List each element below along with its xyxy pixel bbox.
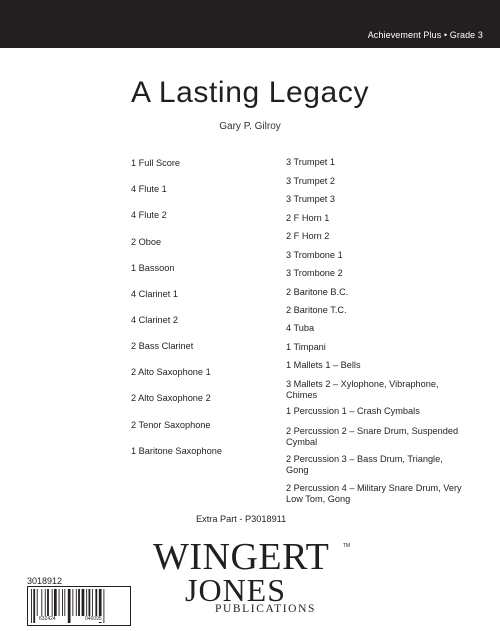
part-item: 3 Mallets 2 – Xylophone, Vibraphone, Chimes: [286, 379, 439, 400]
logo-trademark: TM: [343, 543, 351, 549]
part-item: 3 Trumpet 1: [286, 157, 336, 167]
part-item: 2 Alto Saxophone 2: [131, 393, 211, 403]
part-item: 4 Clarinet 2: [131, 315, 178, 325]
part-item: 3 Trombone 1: [286, 250, 343, 260]
barcode: [27, 586, 131, 626]
extra-part-note: Extra Part - P3018911: [196, 514, 287, 524]
part-item: 4 Flute 1: [131, 184, 167, 194]
barcode-number-left: 632424: [39, 616, 56, 622]
part-item: 1 Percussion 1 – Crash Cymbals: [286, 406, 420, 416]
part-item: 1 Baritone Saxophone: [131, 446, 222, 456]
part-item: 2 F Horn 1: [286, 213, 330, 223]
part-item: 3 Trumpet 3: [286, 194, 336, 204]
part-item: 1 Timpani: [286, 342, 326, 352]
part-item: 2 Percussion 3 – Bass Drum, Triangle, Gong: [286, 454, 443, 475]
part-item: 2 Bass Clarinet: [131, 341, 194, 351]
part-item: 2 Percussion 4 – Military Snare Drum, Very Low Tom, Gong: [286, 483, 462, 504]
part-item: 3 Trumpet 2: [286, 176, 336, 186]
composer-name: Gary P. Gilroy: [219, 121, 281, 132]
part-item: 1 Mallets 1 – Bells: [286, 360, 361, 370]
logo-line-publications: PUBLICATIONS: [215, 603, 316, 615]
part-item: 2 Tenor Saxophone: [131, 420, 211, 430]
part-item: 2 Alto Saxophone 1: [131, 367, 211, 377]
barcode-number-right: 046095: [85, 616, 102, 622]
part-item: 2 Baritone T.C.: [286, 305, 347, 315]
part-item: 2 F Horn 2: [286, 231, 330, 241]
logo-line-wingert: WINGERT: [153, 536, 330, 578]
part-item: 1 Bassoon: [131, 263, 175, 273]
piece-title: A Lasting Legacy: [130, 76, 370, 109]
part-item: 1 Full Score: [131, 158, 181, 168]
header-bar: [0, 0, 500, 48]
publisher-logo: [153, 538, 353, 618]
series-grade-label: Achievement Plus • Grade 3: [367, 30, 483, 40]
part-item: 4 Clarinet 1: [131, 289, 178, 299]
product-code: 3018912: [27, 576, 63, 586]
part-item: 4 Flute 2: [131, 210, 167, 220]
part-item: 4 Tuba: [286, 323, 315, 333]
part-item: 2 Baritone B.C.: [286, 287, 349, 297]
part-item: 3 Trombone 2: [286, 268, 343, 278]
logo-line-jones: JONES: [185, 572, 287, 608]
part-item: 2 Percussion 2 – Snare Drum, Suspended Cymbal: [286, 426, 459, 447]
part-item: 2 Oboe: [131, 237, 162, 247]
